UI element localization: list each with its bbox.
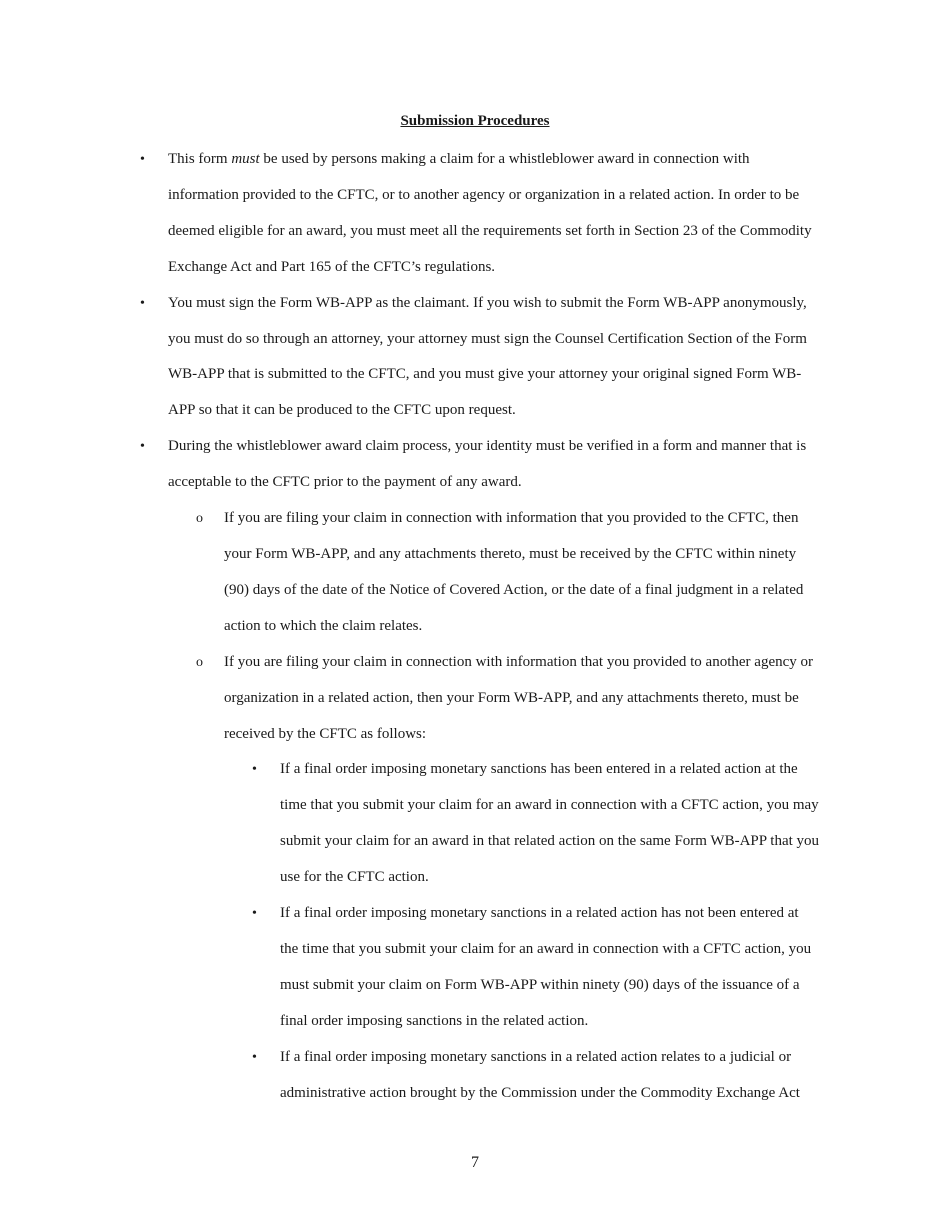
text-line: During the whistleblower award claim process, your identity must be verified in a form and manner that is xyxy=(168,438,807,455)
text-line: must submit your claim on Form WB-APP within ninety (90) days of the issuance of a xyxy=(280,976,800,993)
emphasis-text: must xyxy=(231,151,260,167)
list-item-text xyxy=(168,286,840,430)
text-line: use for the CFTC action. xyxy=(280,869,429,886)
nested-list-item xyxy=(252,896,842,1040)
text-line: final order imposing sanctions in the related action. xyxy=(280,1012,589,1029)
bullet-icon: • xyxy=(252,762,257,778)
nested-list-item xyxy=(252,1040,842,1112)
text-line: submit your claim for an award in that related action on the same Form WB-APP that you xyxy=(280,833,820,850)
text-line: deemed eligible for an award, you must meet all the requirements set forth in Section 23 of the Commodity xyxy=(168,222,812,239)
text-line: If a final order imposing monetary sanctions has been entered in a related action at the xyxy=(280,761,798,778)
text-line: information provided to the CFTC, or to another agency or organization in a related action. In order to be xyxy=(168,186,800,203)
text-line: organization in a related action, then your Form WB-APP, and any attachments thereto, must be xyxy=(224,689,799,706)
list-item-text xyxy=(168,429,840,501)
page-number: 7 xyxy=(471,1154,479,1171)
text-line: your Form WB-APP, and any attachments thereto, must be received by the CFTC within ninety xyxy=(224,545,797,562)
text-line: administrative action brought by the Commission under the Commodity Exchange Act xyxy=(280,1084,800,1101)
list-item-text xyxy=(280,896,842,1040)
list-item-text xyxy=(224,501,840,645)
nested-list-item xyxy=(252,752,842,896)
text-line: acceptable to the CFTC prior to the payment of any award. xyxy=(168,474,522,491)
list-item xyxy=(140,429,840,501)
list-item-text xyxy=(224,645,840,753)
hollow-bullet-icon: o xyxy=(196,511,203,527)
list-item xyxy=(140,142,840,286)
text-line: If you are filing your claim in connection with information that you provided to the CFTC, then xyxy=(224,510,799,527)
hollow-bullet-icon: o xyxy=(196,654,203,670)
bullet-icon: • xyxy=(140,152,145,167)
text-line: If you are filing your claim in connection with information that you provided to another agency or xyxy=(224,653,813,670)
text-line: you must do so through an attorney, your attorney must sign the Counsel Certification Section of the Form xyxy=(168,330,807,347)
text-line: action to which the claim relates. xyxy=(224,617,423,634)
text-line: the time that you submit your claim for an award in connection with a CFTC action, you xyxy=(280,940,812,957)
list-item-text xyxy=(280,752,842,896)
bullet-icon: • xyxy=(252,906,257,922)
text-span: be used by persons making a claim for a whistleblower award in connection with xyxy=(259,151,750,167)
page-title: Submission Procedures xyxy=(400,113,550,129)
text-line: If a final order imposing monetary sanctions in a related action relates to a judicial or xyxy=(280,1048,792,1065)
text-span: This form xyxy=(168,151,232,167)
text-line: time that you submit your claim for an award in connection with a CFTC action, you may xyxy=(280,797,819,814)
text-line: received by the CFTC as follows: xyxy=(224,725,427,742)
text-line: Exchange Act and Part 165 of the CFTC’s regulations. xyxy=(168,258,496,275)
text-line xyxy=(168,142,840,178)
sub-list-item xyxy=(196,645,840,753)
text-line: (90) days of the date of the Notice of Covered Action, or the date of a final judgment in a related xyxy=(224,581,804,598)
list-item-text xyxy=(168,142,840,286)
sub-list-item xyxy=(196,501,840,645)
bullet-icon: • xyxy=(252,1049,257,1065)
list-item-text xyxy=(280,1040,842,1112)
text-line: WB-APP that is submitted to the CFTC, and you must give your attorney your original signed Form WB- xyxy=(168,366,802,383)
bullet-icon: • xyxy=(140,295,145,311)
submission-procedures-list xyxy=(0,142,950,1111)
bullet-icon: • xyxy=(140,439,145,455)
text-line: You must sign the Form WB-APP as the claimant. If you wish to submit the Form WB-APP anonymously, xyxy=(168,294,807,311)
text-line: If a final order imposing monetary sanctions in a related action has not been entered at xyxy=(280,905,799,922)
text-line: APP so that it can be produced to the CFTC upon request. xyxy=(168,402,516,419)
list-item xyxy=(140,286,840,430)
